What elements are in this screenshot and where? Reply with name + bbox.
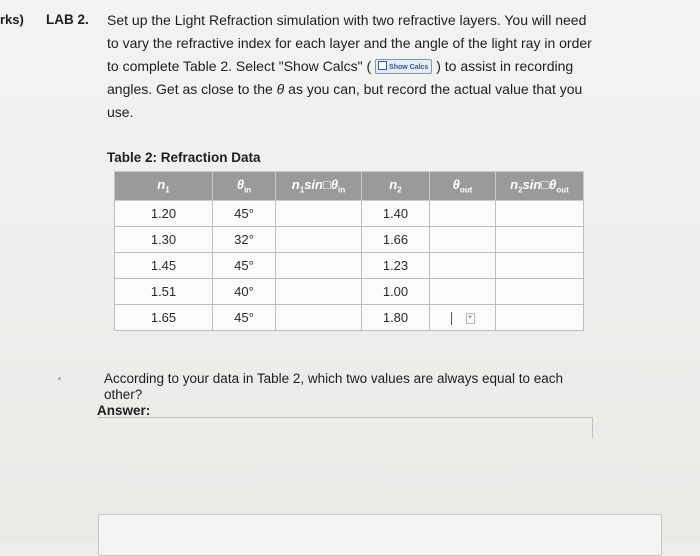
dropdown-icon[interactable]: ▾ [466,313,475,324]
text-cursor [451,312,452,325]
input-theta-out[interactable] [430,227,496,253]
cell-n1: 1.30 [115,227,213,253]
cell-n2: 1.80 [362,305,430,331]
cell-n2: 1.00 [362,279,430,305]
theta-symbol: θ [276,81,285,97]
input-n1-sin-theta-in[interactable] [276,253,362,279]
table-row [115,305,584,331]
input-theta-out[interactable] [430,201,496,227]
cell-n2: 1.23 [362,253,430,279]
table-row [115,227,584,253]
cell-theta-in: 45° [213,253,276,279]
show-calcs-label: Show Calcs [389,64,429,71]
input-theta-out[interactable] [430,253,496,279]
calculator-icon [378,61,387,70]
answer-field-lower[interactable] [98,514,662,556]
instructions-line-3-start: to complete Table 2. Select "Show Calcs" ( [107,58,372,74]
cell-n1: 1.45 [115,253,213,279]
header-n2-sin-theta-out: $n_2\sin□\theta_{out}$ [496,172,584,201]
table-row [115,201,584,227]
instructions-line-1: Set up the Light Refraction simulation with two refractive layers. You will need [107,12,587,28]
header-theta-in: $\theta_{in}$ [213,172,276,201]
cell-n2: 1.40 [362,201,430,227]
instructions-line-4 [107,78,617,101]
header-theta-out: $\theta_{out}$ [430,172,496,201]
instructions-line-5: use. [107,104,134,120]
input-n2-sin-theta-out[interactable] [496,305,584,331]
instructions-line-3-end: ) to assist in recording [436,58,574,74]
input-n1-sin-theta-in[interactable] [276,227,362,253]
marks-label: rks) [0,12,24,27]
lab-number: LAB 2. [46,12,89,27]
cell-theta-in: 45° [213,305,276,331]
table-row [115,253,584,279]
input-n2-sin-theta-out[interactable] [496,227,584,253]
instructions-line-3 [107,55,617,78]
instructions-line-4-end: as you can, but record the actual value that you [288,81,583,97]
show-calcs-button [375,59,432,74]
cell-n1: 1.20 [115,201,213,227]
dust-speck [58,377,61,380]
cell-theta-in: 32° [213,227,276,253]
header-n1: $n_1$ [115,172,213,201]
input-n2-sin-theta-out[interactable] [496,253,584,279]
cell-theta-in: 40° [213,279,276,305]
cell-n2: 1.66 [362,227,430,253]
question-text: According to your data in Table 2, which two values are always equal to each other? [104,371,564,402]
input-n2-sin-theta-out[interactable] [496,201,584,227]
header-n2: $n_2$ [362,172,430,201]
cell-theta-in: 45° [213,201,276,227]
cell-n1: 1.51 [115,279,213,305]
instructions-line-4-start: angles. Get as close to the [107,81,273,97]
table-header-row [115,172,584,201]
answer-field[interactable] [98,417,593,438]
input-n1-sin-theta-in[interactable] [276,305,362,331]
cell-n1: 1.65 [115,305,213,331]
input-theta-out[interactable] [430,279,496,305]
lab-instructions [107,9,617,124]
header-n1-sin-theta-in: $n_1\sin□\theta_{in}$ [276,172,362,201]
input-n1-sin-theta-in[interactable] [276,201,362,227]
input-theta-out[interactable] [430,305,496,331]
table-title: Table 2: Refraction Data [107,150,261,165]
refraction-data-table [114,171,584,331]
table-row [115,279,584,305]
instructions-line-2: to vary the refractive index for each layer and the angle of the light ray in order [107,35,592,51]
input-n1-sin-theta-in[interactable] [276,279,362,305]
answer-label: Answer: [97,403,151,418]
input-n2-sin-theta-out[interactable] [496,279,584,305]
